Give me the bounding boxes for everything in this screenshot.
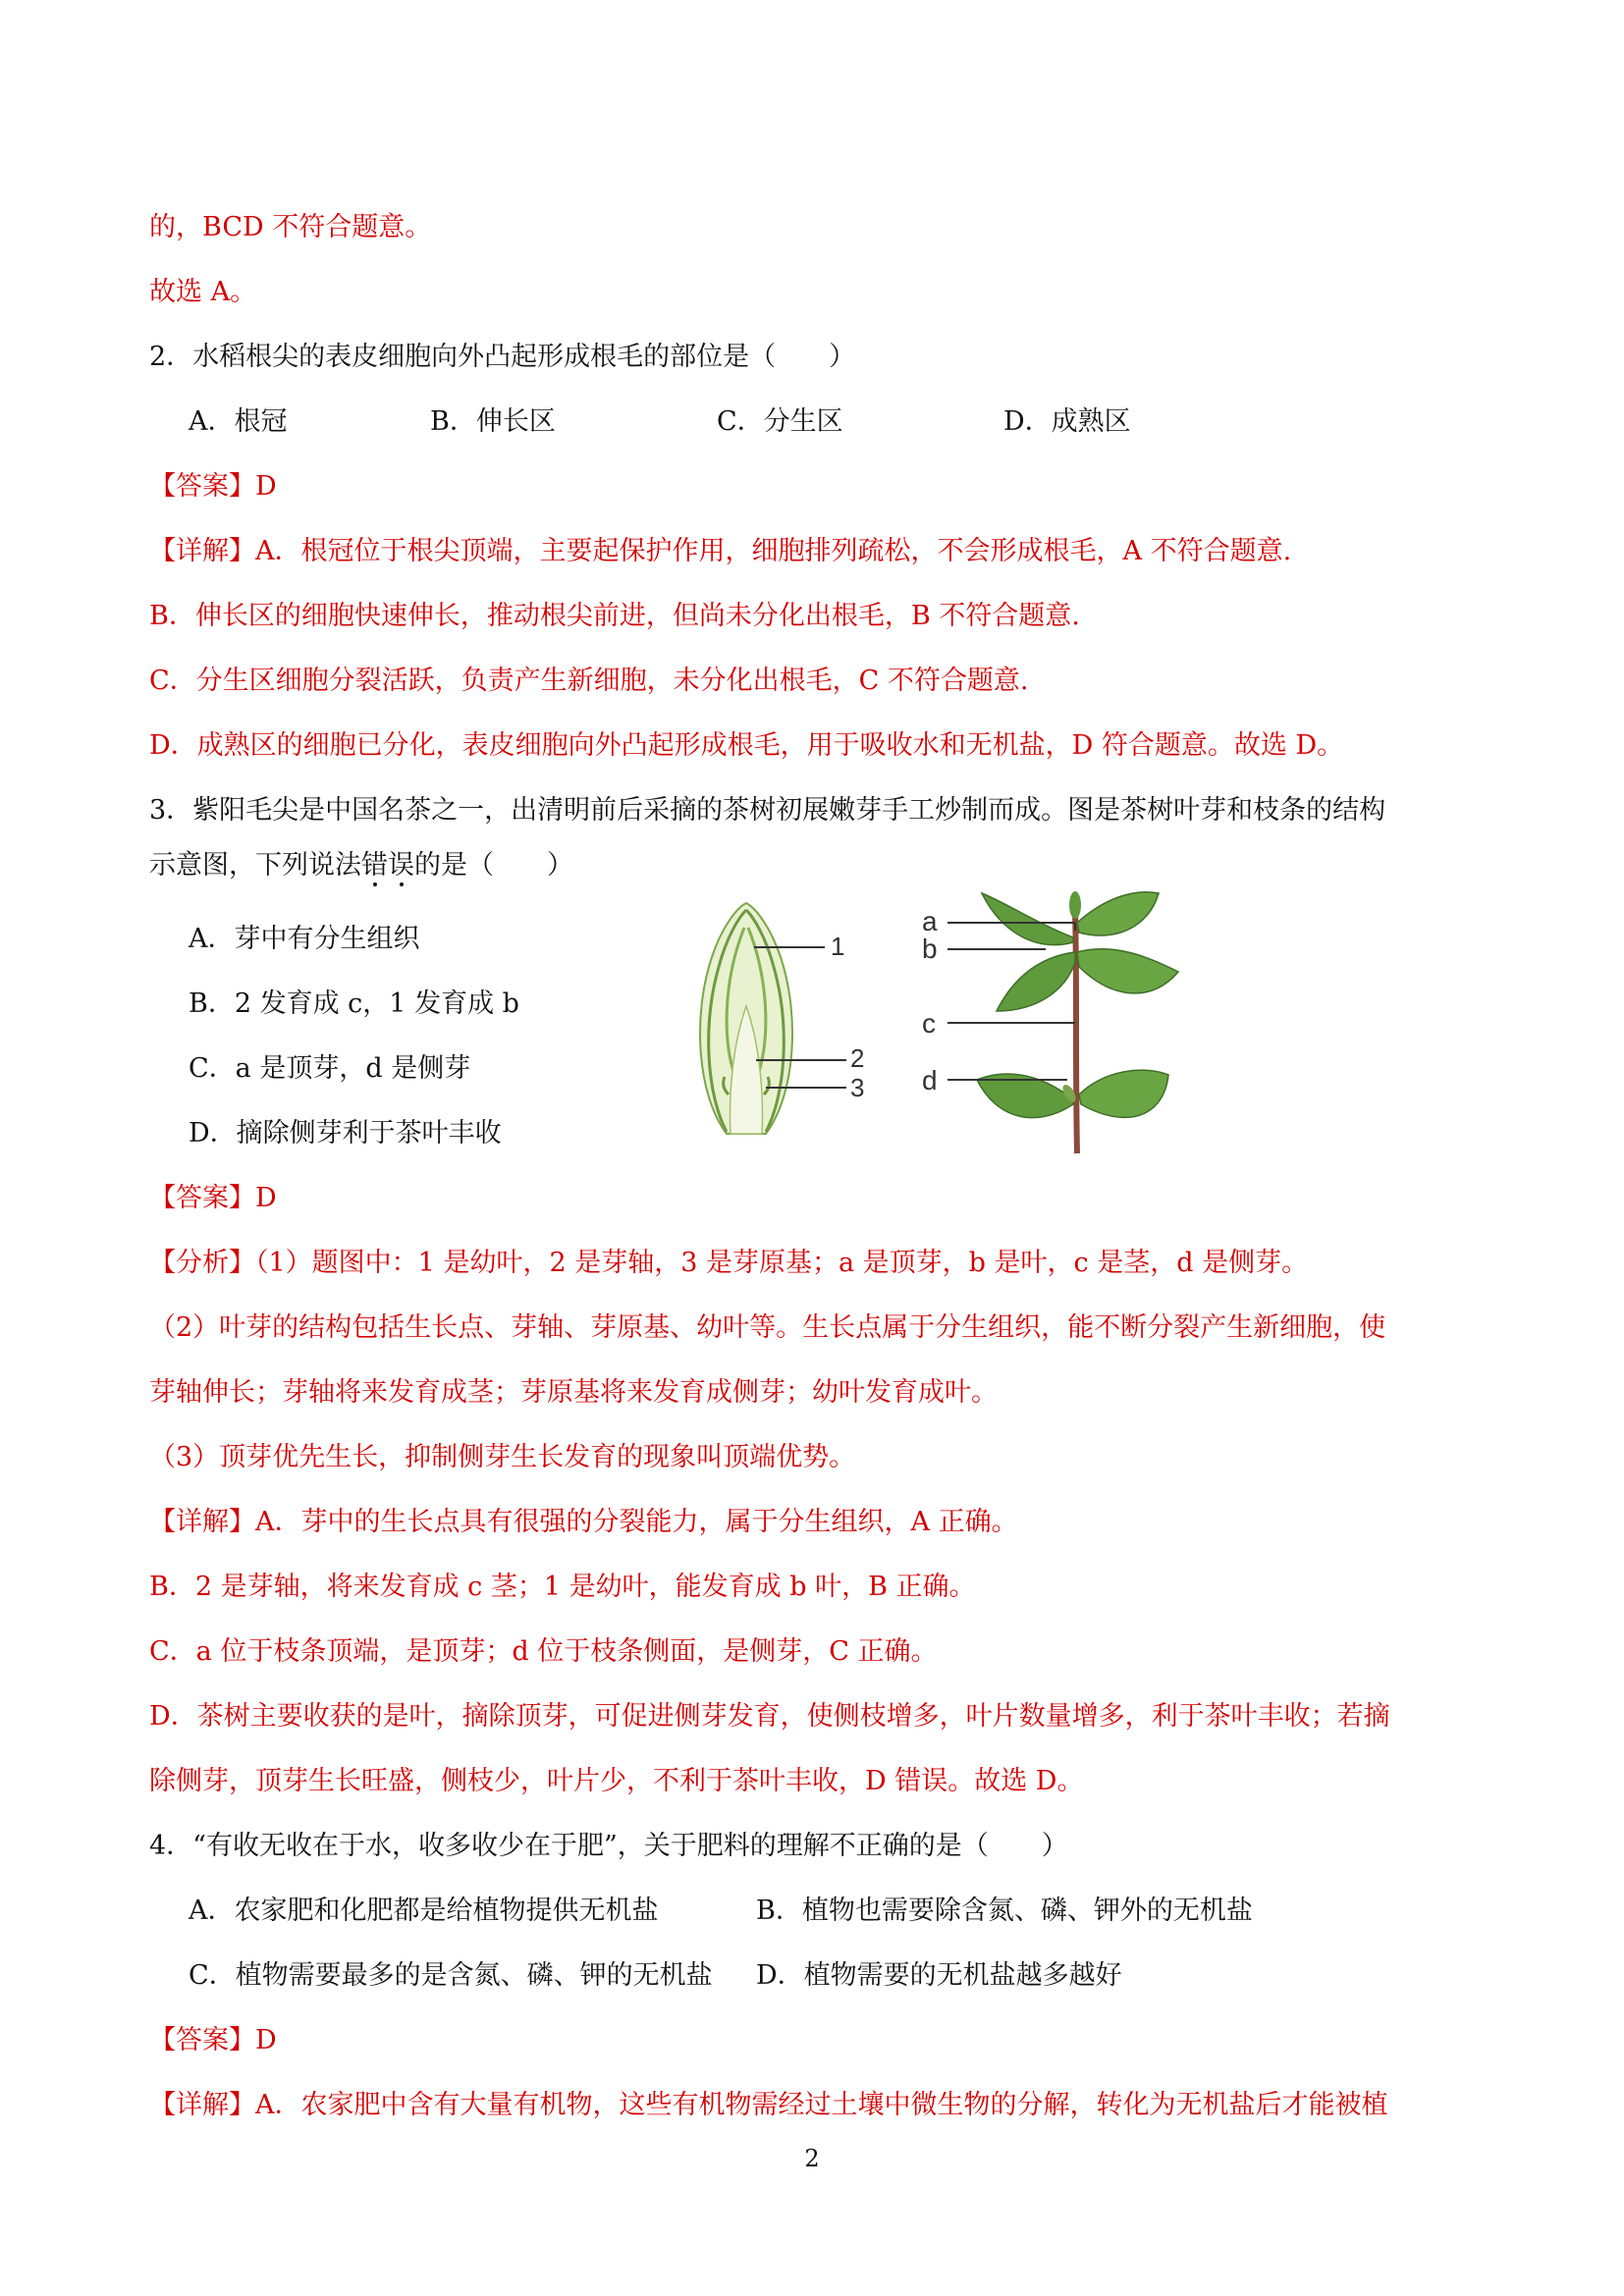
emphasis-char: 误 [388, 850, 414, 881]
q3-detail-line: 除侧芽，顶芽生长旺盛，侧枝少，叶片少，不利于茶叶丰收，D 错误。故选 D。 [149, 1766, 1084, 1796]
prev-answer-line-2: 故选 A。 [149, 277, 257, 307]
q3-detail-line: C．a 位于枝条顶端，是顶芽；d 位于枝条侧面，是侧芽，C 正确。 [149, 1636, 938, 1667]
q4-option-b: B．植物也需要除含氮、磷、钾外的无机盐 [756, 1896, 1253, 1926]
q4-option-d: D．植物需要的无机盐越多越好 [756, 1960, 1122, 1991]
leaf-mid-right [1077, 949, 1178, 993]
q3-option-d: D．摘除侧芽利于茶叶丰收 [189, 1118, 502, 1148]
q4-detail-line: 【详解】A．农家肥中含有大量有机物，这些有机物需经过土壤中微生物的分解，转化为无机盐后才能被植 [149, 2090, 1388, 2120]
emphasis-char: 错 [361, 850, 388, 881]
bud-label-2: 2 [850, 1043, 865, 1073]
leaf-bud-figure [668, 898, 893, 1153]
q2-detail-line: D．成熟区的细胞已分化，表皮细胞向外凸起形成根毛，用于吸收水和无机盐，D 符合题意。故选 D。 [149, 730, 1344, 761]
tea-branch-figure [918, 883, 1203, 1158]
bud-label-3: 3 [850, 1073, 865, 1102]
q4-answer: 【答案】D [149, 2025, 277, 2056]
q3-option-a: A．芽中有分生组织 [189, 924, 420, 954]
q3-analysis-line: 芽轴伸长；芽轴将来发育成茎；芽原基将来发育成侧芽；幼叶发育成叶。 [149, 1377, 998, 1408]
branch-label-c: c [922, 1008, 936, 1039]
q2-detail-line: C．分生区细胞分裂活跃，负责产生新细胞，未分化出根毛，C 不符合题意. [149, 666, 1029, 696]
q3-stem-text: 的是（ ） [414, 850, 573, 881]
branch-label-d: d [922, 1065, 938, 1095]
q2-stem: 2．水稻根尖的表皮细胞向外凸起形成根毛的部位是（ ） [149, 342, 856, 372]
leaf-top-left [982, 893, 1073, 945]
leaf-mid-left [997, 952, 1075, 1011]
q3-analysis-line: （2）叶芽的结构包括生长点、芽轴、芽原基、幼叶等。生长点属于分生组织，能不断分裂产生新细胞，使 [149, 1312, 1386, 1343]
q2-answer: 【答案】D [149, 471, 277, 502]
q2-option-d: D．成熟区 [1003, 406, 1131, 437]
q3-stem-line-1: 3．紫阳毛尖是中国名茶之一，出清明前后采摘的茶树初展嫩芽手工炒制而成。图是茶树叶芽和枝条的结构 [149, 795, 1386, 826]
page-number: 2 [804, 2145, 820, 2172]
q3-detail-line: D．茶树主要收获的是叶，摘除顶芽，可促进侧芽发育，使侧枝增多，叶片数量增多，利于茶叶丰收；若摘 [149, 1701, 1390, 1732]
q2-option-b: B．伸长区 [430, 406, 556, 437]
bud-label-1: 1 [831, 932, 845, 961]
branch-stem [1075, 913, 1077, 1153]
q3-detail-line: B．2 是芽轴，将来发育成 c 茎；1 是幼叶，能发育成 b 叶，B 正确。 [149, 1572, 976, 1602]
q4-option-a: A．农家肥和化肥都是给植物提供无机盐 [189, 1896, 659, 1926]
q3-option-c: C．a 是顶芽，d 是侧芽 [189, 1053, 471, 1084]
q4-option-c: C．植物需要最多的是含氮、磷、钾的无机盐 [189, 1960, 713, 1991]
prev-answer-line-1: 的，BCD 不符合题意。 [149, 212, 432, 242]
leaf-low-right [1079, 1070, 1168, 1117]
q2-detail-line: 【详解】A．根冠位于根尖顶端，主要起保护作用，细胞排列疏松，不会形成根毛，A 不符合题意. [149, 536, 1292, 566]
q3-stem-line-2 [149, 846, 1494, 885]
q3-analysis-line: （3）顶芽优先生长，抑制侧芽生长发育的现象叫顶端优势。 [149, 1442, 856, 1472]
branch-label-b: b [922, 934, 938, 964]
terminal-bud [1069, 891, 1081, 919]
q2-option-a: A．根冠 [189, 406, 288, 437]
q4-stem: 4．“有收无收在于水，收多收少在于肥”，关于肥料的理解不正确的是（ ） [149, 1831, 1068, 1861]
q3-detail-line: 【详解】A．芽中的生长点具有很强的分裂能力，属于分生组织，A 正确。 [149, 1507, 1018, 1537]
q3-option-b: B．2 发育成 c，1 发育成 b [189, 988, 519, 1019]
leaf-top-right [1077, 892, 1159, 935]
q2-option-c: C．分生区 [717, 406, 843, 437]
q3-stem-text: 示意图，下列说法 [149, 850, 361, 881]
branch-label-a: a [922, 906, 938, 936]
q2-detail-line: B．伸长区的细胞快速伸长，推动根尖前进，但尚未分化出根毛，B 不符合题意. [149, 601, 1080, 631]
q3-analysis-line: 【分析】（1）题图中：1 是幼叶，2 是芽轴，3 是芽原基；a 是顶芽，b 是叶，c 是茎，d 是侧芽。 [149, 1248, 1309, 1278]
q3-answer: 【答案】D [149, 1183, 277, 1213]
